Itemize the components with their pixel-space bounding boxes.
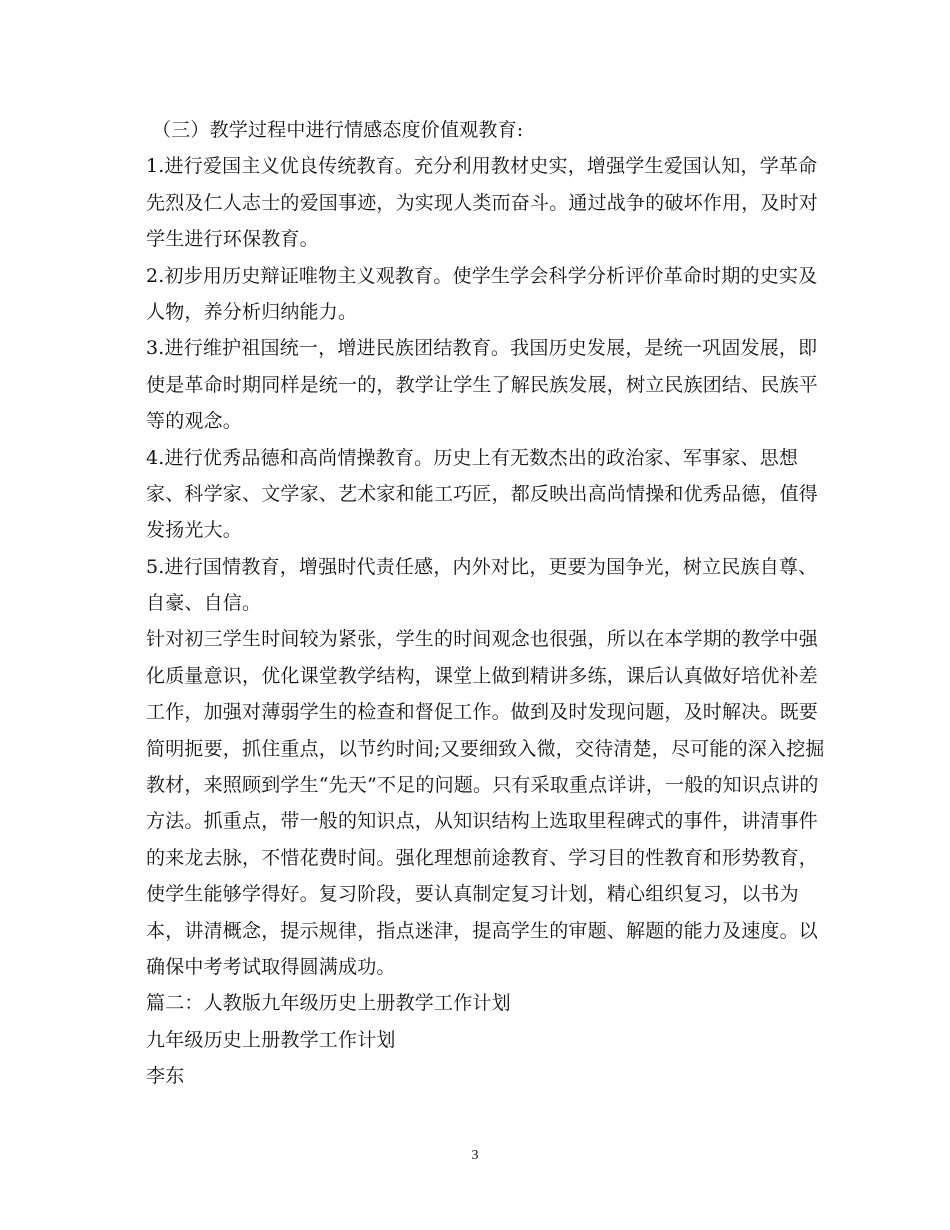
article-title: 篇二：人教版九年级历史上册教学工作计划 [146, 992, 511, 1015]
text-line: 的来龙去脉，不惜花费时间。强化理想前途教育、学习目的性教育和形势教育， [146, 846, 819, 869]
text-line: 发扬光大。 [146, 519, 243, 542]
section-heading: （三）教学过程中进行情感态度价值观教育: [152, 119, 524, 141]
text-line: 先烈及仁人志士的爱国事迹，为实现人类而奋斗。通过战争的破坏作用，及时对 [146, 191, 819, 214]
text-line: 3.进行维护祖国统一，增进民族团结教育。我国历史发展，是统一巩固发展，即 [146, 337, 818, 360]
text-line: 工作，加强对薄弱学生的检查和督促工作。做到及时发现问题，及时解决。既要 [146, 701, 819, 724]
text-line: 1.进行爱国主义优良传统教育。充分利用教材史实，增强学生爱国认知，学革命 [146, 155, 818, 178]
text-line: 使是革命时期同样是统一的，教学让学生了解民族发展，树立民族团结、民族平 [146, 373, 819, 396]
plan-title: 九年级历史上册教学工作计划 [146, 1028, 396, 1051]
text-line: 简明扼要，抓住重点，以节约时间;又要细致入微，交待清楚，尽可能的深入挖掘 [146, 737, 825, 760]
text-line: 自豪、自信。 [146, 592, 262, 615]
page-number: 3 [471, 1148, 479, 1163]
text-line: 家、科学家、文学家、艺术家和能工巧匠，都反映出高尚情操和优秀品德，值得 [146, 482, 819, 505]
author-name: 李东 [146, 1065, 185, 1088]
text-line: 2.初步用历史辩证唯物主义观教育。使学生学会科学分析评价革命时期的史实及 [146, 264, 818, 287]
text-line: 等的观念。 [146, 410, 243, 433]
text-line: 学生进行环保教育。 [146, 228, 319, 251]
text-line: 化质量意识，优化课堂教学结构，课堂上做到精讲多练，课后认真做好培优补差 [146, 664, 819, 687]
text-line: 4.进行优秀品德和高尚情操教育。历史上有无数杰出的政治家、军事家、思想 [146, 446, 799, 469]
text-line: 人物，养分析归纳能力。 [146, 300, 358, 323]
text-line: 确保中考考试取得圆满成功。 [146, 955, 396, 978]
text-line: 针对初三学生时间较为紧张，学生的时间观念也很强，所以在本学期的教学中强 [146, 628, 819, 651]
text-line: 方法。抓重点，带一般的知识点，从知识结构上选取里程碑式的事件，讲清事件 [146, 810, 819, 833]
text-line: 5.进行国情教育，增强时代责任感，内外对比，更要为国争光，树立民族自尊、 [146, 555, 818, 578]
text-line: 教材，来照顾到学生“先天”不足的问题。只有采取重点详讲，一般的知识点讲的 [146, 774, 819, 797]
text-line: 本，讲清概念，提示规律，指点迷津，提高学生的审题、解题的能力及速度。以 [146, 919, 819, 942]
document-body [146, 112, 825, 1095]
text-line: 使学生能够学得好。复习阶段，要认真制定复习计划，精心组织复习，以书为 [146, 883, 799, 906]
